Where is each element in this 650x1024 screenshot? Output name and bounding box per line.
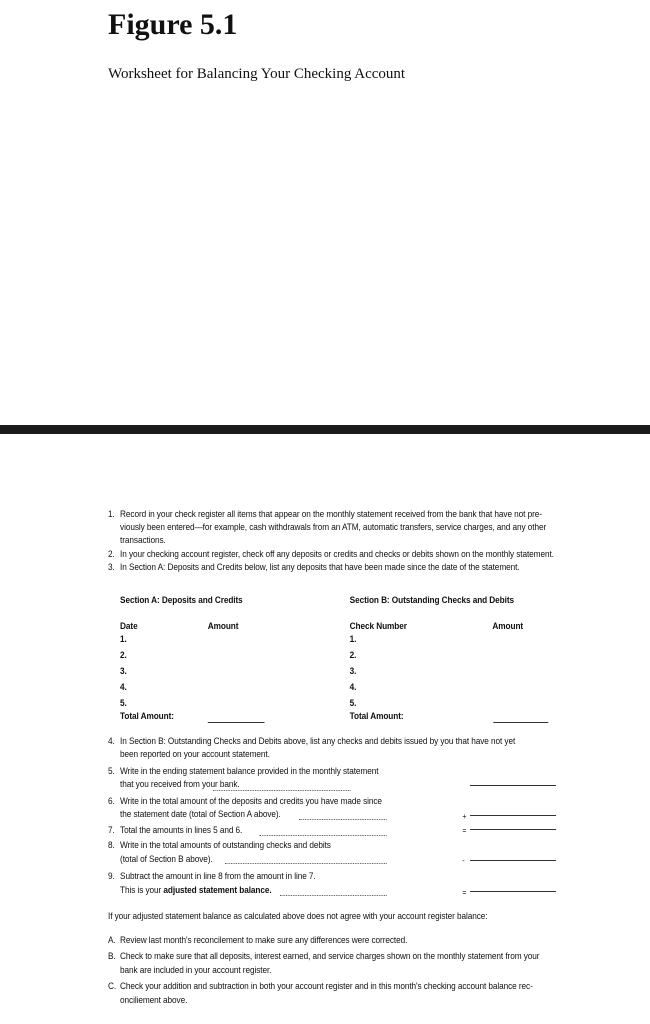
step-number: 2. bbox=[108, 549, 115, 560]
step-text: In Section A: Deposits and Credits below, list any deposits that have been made since the date of the statement. bbox=[120, 562, 520, 573]
leader-dots bbox=[299, 819, 387, 820]
checklist-letter: A. bbox=[108, 935, 116, 946]
leader-dots bbox=[280, 895, 387, 896]
step-5-answer-line bbox=[470, 785, 556, 786]
step-text: that you received from your bank. bbox=[120, 779, 240, 790]
figure-subtitle: Worksheet for Balancing Your Checking Account bbox=[108, 66, 406, 82]
step-text: Record in your check register all items that appear on the monthly statement received from the bank that have not pre- bbox=[120, 509, 542, 520]
section-a-total-label: Total Amount: bbox=[120, 711, 174, 722]
section-a-row: 2. bbox=[120, 650, 127, 661]
minus-sign: - bbox=[462, 856, 465, 865]
step-text: transactions. bbox=[120, 535, 166, 546]
section-b-row: 2. bbox=[349, 650, 357, 661]
step-text: Write in the total amounts of outstanding checks and debits bbox=[120, 840, 331, 851]
section-a-row: 1. bbox=[120, 634, 127, 645]
section-a-date-header: Date bbox=[120, 621, 138, 632]
plus-sign: + bbox=[462, 812, 467, 821]
step-text: In Section B: Outstanding Checks and Debits above, list any checks and debits issued by you that have not yet bbox=[120, 736, 516, 747]
section-b-title: Section B: Outstanding Checks and Debits bbox=[349, 595, 515, 606]
checklist-letter: B. bbox=[108, 951, 116, 962]
checklist-text: Review last month's reconcilement to make sure any differences were corrected. bbox=[120, 935, 408, 946]
worksheet bbox=[108, 509, 598, 1019]
section-b-row: 3. bbox=[349, 666, 357, 677]
section-a-title: Section A: Deposits and Credits bbox=[120, 595, 243, 606]
step-number: 8. bbox=[108, 840, 115, 851]
section-a-row: 3. bbox=[120, 666, 127, 677]
step-text: (total of Section B above). bbox=[120, 854, 213, 865]
step-number: 3. bbox=[108, 562, 115, 573]
step-number: 9. bbox=[108, 871, 115, 882]
step-text: Total the amounts in lines 5 and 6. bbox=[120, 825, 243, 836]
step-text: the statement date (total of Section A above). bbox=[120, 809, 281, 820]
step-text: In your checking account register, check off any deposits or credits and checks or debits shown on the monthly statement. bbox=[120, 549, 554, 560]
step-text: Write in the ending statement balance provided in the monthly statement bbox=[120, 766, 379, 777]
section-b-amount-header: Amount bbox=[492, 621, 524, 632]
leader-dots bbox=[213, 790, 351, 791]
leader-dots bbox=[225, 863, 387, 864]
step-7-answer-line bbox=[470, 829, 556, 830]
step-9-prefix: This is your bbox=[120, 885, 164, 896]
section-b-row: 4. bbox=[349, 682, 357, 693]
section-b-check-header: Check Number bbox=[349, 621, 407, 632]
step-6-answer-line bbox=[470, 815, 556, 816]
step-text bbox=[120, 885, 272, 897]
checklist-text: Check to make sure that all deposits, interest earned, and service charges shown on the monthly statement from your bbox=[120, 951, 540, 962]
step-9-bold: adjusted statement balance. bbox=[163, 885, 272, 896]
figure-title: Figure 5.1 bbox=[108, 8, 238, 41]
leader-dots bbox=[259, 835, 386, 836]
section-b-total-line bbox=[493, 722, 548, 723]
step-text: Write in the total amount of the deposits and credits you have made since bbox=[120, 796, 382, 807]
section-a-row: 5. bbox=[120, 698, 127, 709]
step-8-answer-line bbox=[470, 860, 556, 861]
section-a-total-line bbox=[208, 722, 265, 723]
step-number: 1. bbox=[108, 509, 115, 520]
section-b-row: 5. bbox=[349, 698, 357, 709]
step-text: viously been entered—for example, cash withdrawals from an ATM, automatic transfers, service charges, and any other bbox=[120, 522, 547, 533]
equals-sign: = bbox=[462, 888, 467, 897]
checklist-letter: C. bbox=[108, 981, 117, 992]
step-number: 5. bbox=[108, 766, 115, 777]
step-number: 7. bbox=[108, 825, 115, 836]
checklist-text: Check your addition and subtraction in both your account register and in this month's checking account balance rec- bbox=[120, 981, 533, 992]
checklist-text: bank are included in your account register. bbox=[120, 965, 272, 976]
checklist-text: onciliement above. bbox=[120, 995, 188, 1006]
section-b-total-label: Total Amount: bbox=[349, 711, 404, 722]
step-9-answer-line bbox=[470, 891, 556, 892]
section-a-row: 4. bbox=[120, 682, 127, 693]
step-number: 4. bbox=[108, 736, 115, 747]
equals-sign: = bbox=[462, 826, 467, 835]
section-b-row: 1. bbox=[349, 634, 357, 645]
note-text: If your adjusted statement balance as calculated above does not agree with your account register balance: bbox=[108, 911, 488, 922]
section-a-amount-header: Amount bbox=[207, 621, 239, 632]
step-number: 6. bbox=[108, 796, 115, 807]
step-text: been reported on your account statement. bbox=[120, 749, 270, 760]
step-text: Subtract the amount in line 8 from the amount in line 7. bbox=[120, 871, 316, 882]
page-divider bbox=[0, 425, 650, 434]
